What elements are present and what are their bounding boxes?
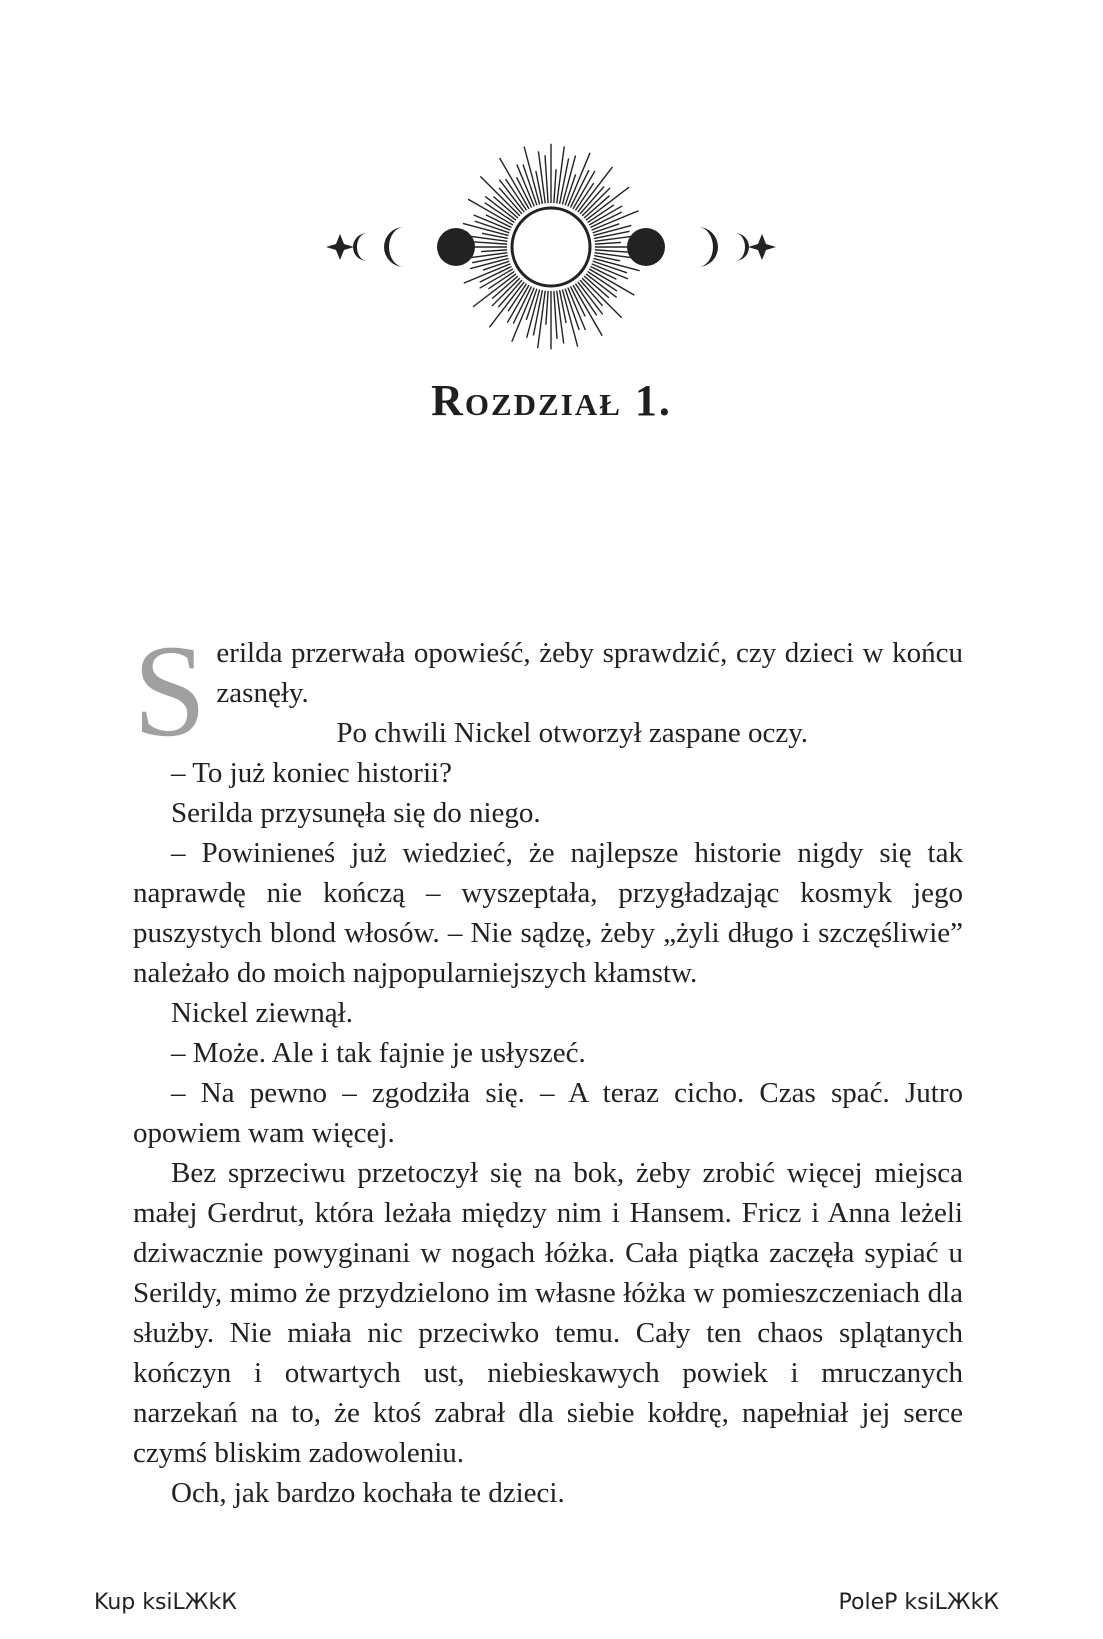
paragraph: – Powinieneś już wiedzieć, że najlepsze historie nigdy się tak naprawdę nie kończą – wyszeptała, przygładzając kosmyk jego puszystych blond włosów. – Nie sądzę, żeby „żyli długo i szczęśliwie” należało do moich najpopularniejszych kłamstw. [133, 837, 963, 989]
footer-recommend-book-link[interactable]: PoleP ksiLЖkК [838, 1590, 999, 1615]
paragraph: Nickel ziewnął. [171, 997, 353, 1029]
paragraph: – To już koniec historii? [171, 757, 452, 789]
opening-text: erilda przerwała opowieść, żeby sprawdzić, czy dzieci w końcu zasnęły. [216, 637, 963, 709]
chapter-text [133, 617, 963, 1513]
paragraph: Po chwili Nickel otworzył zaspane oczy. [336, 717, 809, 749]
paragraph: – Na pewno – zgodziła się. – A teraz cicho. Czas spać. Jutro opowiem wam więcej. [133, 1077, 963, 1149]
moon-phases-sun-icon [316, 135, 786, 370]
chapter-title: Rozdział 1. [431, 376, 672, 425]
paragraph: Serilda przysunęła się do niego. [171, 797, 541, 829]
paragraph: Bez sprzeciwu przetoczył się na bok, żeby zrobić więcej miejsca małej Gerdrut, która leżała między nim i Hansem. Fricz i Anna leżeli dziwacznie powyginani w nogach łóżka. Cała piątka zaczęła sypiać u Serildy, mimo że przydzielono im własne łóżka w pomieszczeniach dla służby. Nie miała nic przeciwko temu. Cały ten chaos splątanych kończyn i otwartych ust, niebieskawych powiek i mruczanych narzekań na to, że ktoś zabrał dla siebie kołdrę, napełniał jej serce czymś bliskim zadowoleniu. [133, 1157, 963, 1469]
paragraph: Och, jak bardzo kochała te dzieci. [171, 1477, 565, 1509]
footer-buy-book-link[interactable]: Kup ksiLЖkК [94, 1590, 237, 1615]
drop-cap: S [133, 617, 207, 764]
paragraph: – Może. Ale i tak fajnie je usłyszeć. [171, 1037, 586, 1069]
